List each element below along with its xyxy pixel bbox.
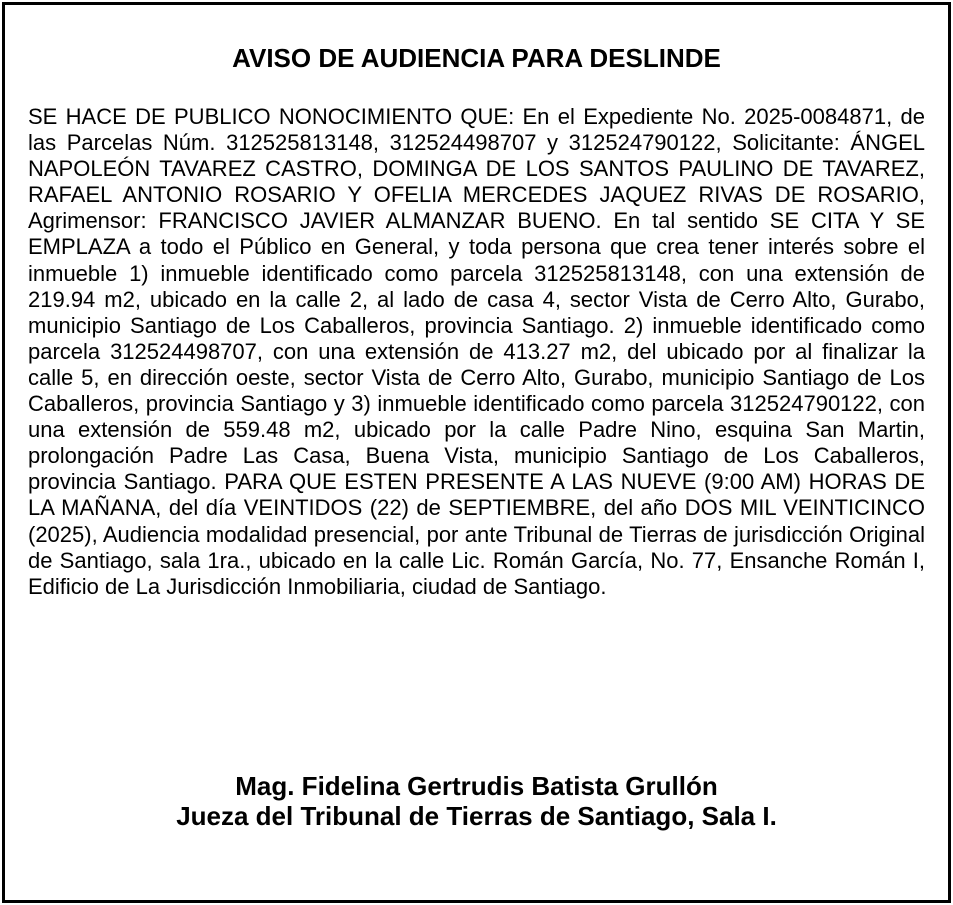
signatory-title: Jueza del Tribunal de Tierras de Santiago, Sala I. [176, 801, 777, 831]
notice-title: AVISO DE AUDIENCIA PARA DESLINDE [232, 43, 721, 73]
notice-frame [2, 2, 951, 903]
signature-block [5, 771, 948, 831]
notice-body: SE HACE DE PUBLICO NONOCIMIENTO QUE: En el Expediente No. 2025-0084871, de las Parcelas Núm. 312525813148, 312524498707 y 312524790122, Solicitante: ÁNGEL NAPOLEÓN TAVAREZ CASTRO, DOMINGA DE LOS SANTOS PAULINO DE TAVAREZ, RAFAEL ANTONIO ROSARIO Y OFELIA MERCEDES JAQUEZ RIVAS DE ROSARIO, Agrimensor: FRANCISCO JAVIER ALMANZAR BUENO. En tal sentido SE CITA Y SE EMPLAZA a todo el Público en General, y toda persona que crea tener interés sobre el inmueble 1) inmueble identificado como parcela 312525813148, con una extensión de 219.94 m2, ubicado en la calle 2, al lado de casa 4, sector Vista de Cerro Alto, Gurabo, municipio Santiago de Los Caballeros, provincia Santiago. 2) inmueble identificado como parcela 312524498707, con una extensión de 413.27 m2, del ubicado por al finalizar la calle 5, en dirección oeste, sector Vista de Cerro Alto, Gurabo, municipio Santiago de Los Caballeros, provincia Santiago y 3) inmueble identificado como parcela 312524790122, con una extensión de 559.48 m2, ubicado por la calle Padre Nino, esquina San Martin, prolongación Padre Las Casa, Buena Vista, municipio Santiago de Los Caballeros, provincia Santiago. PARA QUE ESTEN PRESENTE A LAS NUEVE (9:00 AM) HORAS DE LA MAÑANA, del día VEINTIDOS (22) de SEPTIEMBRE, del año DOS MIL VEINTICINCO (2025), Audiencia modalidad presencial, por ante Tribunal de Tierras de jurisdicción Original de Santiago, sala 1ra., ubicado en la calle Lic. Román García, No. 77, Ensanche Román I, Edificio de La Jurisdicción Inmobiliaria, ciudad de Santiago. [28, 104, 925, 599]
signatory-name: Mag. Fidelina Gertrudis Batista Grullón [235, 771, 718, 801]
